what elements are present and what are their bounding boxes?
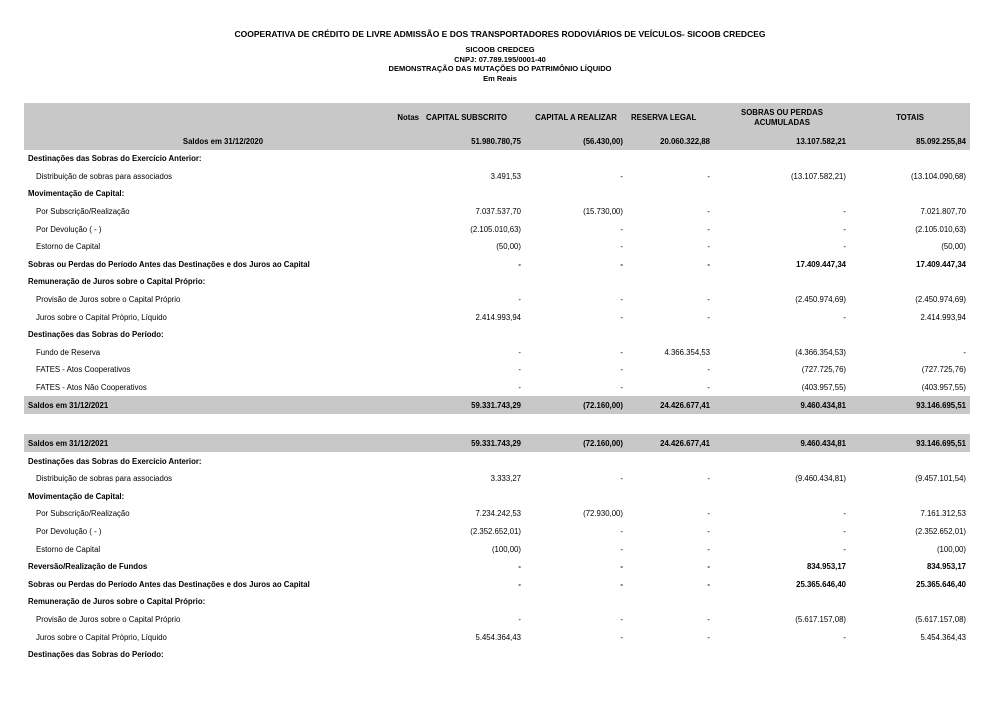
cell: - [843, 242, 846, 252]
cell: 7.021.807,70 [920, 207, 966, 217]
cell: - [620, 365, 623, 375]
section-label: Movimentação de Capital: [28, 189, 125, 199]
cell: - [707, 295, 710, 305]
section-label: Remuneração de Juros sobre o Capital Próprio: [28, 597, 206, 607]
table-row [24, 505, 970, 523]
cell: 85.092.255,84 [850, 132, 970, 150]
table-header-row [24, 103, 970, 132]
cell: - [620, 526, 623, 536]
cell: - [707, 632, 710, 642]
row-label: Saldos em 31/12/2020 [24, 132, 422, 150]
row-label: Fundo de Reserva [36, 347, 101, 357]
cell: 3.491,53 [490, 171, 521, 181]
cell: - [620, 347, 623, 357]
col-capital-a-realizar: CAPITAL A REALIZAR [525, 103, 627, 132]
cell: (5.617.157,08) [795, 614, 846, 624]
row-label: Sobras ou Perdas do Período Antes das Destinações e dos Juros ao Capital [28, 579, 310, 589]
cell: (56.430,00) [525, 132, 627, 150]
cell: (2.352.652,01) [915, 526, 966, 536]
cell: - [620, 562, 623, 572]
cell: (9.460.434,81) [795, 474, 846, 484]
cell: - [707, 526, 710, 536]
cell: 24.426.677,41 [627, 434, 714, 452]
table-row [24, 168, 970, 186]
row-label: Estorno de Capital [36, 544, 101, 554]
table-row [24, 452, 970, 470]
section-label: Destinações das Sobras do Período: [28, 330, 164, 340]
cell: 17.409.447,34 [796, 259, 846, 269]
cell: 51.980.780,75 [422, 132, 525, 150]
table-row [24, 132, 970, 150]
equity-changes-table [24, 103, 970, 663]
row-label: Juros sobre o Capital Próprio, Líquido [36, 632, 167, 642]
cell: - [707, 365, 710, 375]
cell: (4.366.354,53) [795, 347, 846, 357]
cell: - [518, 562, 521, 572]
cell: (403.957,55) [801, 383, 846, 393]
col-sobras: SOBRAS OU PERDAS ACUMULADAS [714, 103, 850, 132]
cell: - [620, 632, 623, 642]
cell: - [707, 242, 710, 252]
cell: (15.730,00) [583, 207, 623, 217]
statement-title: DEMONSTRAÇÃO DAS MUTAÇÕES DO PATRIMÔNIO LÍQUIDO [388, 64, 612, 73]
cell: - [843, 544, 846, 554]
cell: 25.365.646,40 [796, 579, 846, 589]
cell: 93.146.695,51 [850, 434, 970, 452]
row-label: Provisão de Juros sobre o Capital Próprio [36, 295, 181, 305]
cell: 2.414.993,94 [920, 312, 966, 322]
cell: - [707, 562, 710, 572]
row-label: Por Subscrição/Realização [36, 509, 130, 519]
cnpj: CNPJ: 07.789.195/0001-40 [454, 54, 546, 64]
cell: (2.352.652,01) [470, 526, 521, 536]
cell: - [620, 242, 623, 252]
table-row [24, 558, 970, 576]
table-row [24, 326, 970, 344]
cell: 24.426.677,41 [627, 396, 714, 414]
table-row [24, 185, 970, 203]
cell: (5.617.157,08) [915, 614, 966, 624]
cell: - [518, 347, 521, 357]
unit-label: Em Reais [483, 73, 517, 83]
cell: - [518, 614, 521, 624]
table-row [24, 540, 970, 558]
table-row [24, 308, 970, 326]
row-label: FATES - Atos Cooperativos [36, 365, 131, 375]
table-row [24, 150, 970, 168]
cell: 9.460.434,81 [714, 396, 850, 414]
cell: - [620, 171, 623, 181]
section-label: Destinações das Sobras do Exercício Anterior: [28, 154, 202, 164]
cell: - [707, 224, 710, 234]
col-capital-subscrito: CAPITAL SUBSCRITO [422, 103, 525, 132]
table-row [24, 593, 970, 611]
cell: - [843, 224, 846, 234]
cell: - [707, 614, 710, 624]
cell: - [707, 509, 710, 519]
cell: (9.457.101,54) [915, 474, 966, 484]
cell: (72.160,00) [525, 396, 627, 414]
short-name: SICOOB CREDCEG [465, 45, 535, 54]
cell: (727.725,76) [921, 365, 966, 375]
cell: - [620, 383, 623, 393]
table-row [24, 379, 970, 397]
row-label: Distribuição de sobras para associados [36, 171, 173, 181]
cell: (72.160,00) [525, 434, 627, 452]
cell: 93.146.695,51 [850, 396, 970, 414]
cell: - [843, 509, 846, 519]
cell: - [843, 207, 846, 217]
col-reserva-legal: RESERVA LEGAL [627, 103, 714, 132]
cell: (2.105.010,63) [470, 224, 521, 234]
row-label: Saldos em 31/12/2021 [24, 396, 422, 414]
cell: (727.725,76) [801, 365, 846, 375]
row-label: Juros sobre o Capital Próprio, Líquido [36, 312, 167, 322]
cell: - [707, 474, 710, 484]
cell: (2.450.974,69) [915, 295, 966, 305]
col-totais: TOTAIS [850, 103, 970, 132]
table-row [24, 470, 970, 488]
cell: - [518, 295, 521, 305]
cell: (2.450.974,69) [795, 295, 846, 305]
cell: (403.957,55) [921, 383, 966, 393]
table-row [24, 344, 970, 362]
cell: - [620, 259, 623, 269]
cell: 834.953,17 [926, 562, 966, 572]
cell: - [707, 207, 710, 217]
section-label: Destinações das Sobras do Exercício Anterior: [28, 456, 202, 466]
table-row [24, 646, 970, 664]
row-label: Distribuição de sobras para associados [36, 474, 173, 484]
cell: - [707, 383, 710, 393]
cell: 5.454.364,43 [475, 632, 521, 642]
table-row [24, 291, 970, 309]
cell: (100,00) [491, 544, 521, 554]
cell: 5.454.364,43 [920, 632, 966, 642]
table-row [24, 238, 970, 256]
section-label: Movimentação de Capital: [28, 491, 125, 501]
row-label: Estorno de Capital [36, 242, 101, 252]
cell: - [620, 579, 623, 589]
cell: - [707, 312, 710, 322]
cell: 3.333,27 [490, 474, 521, 484]
cell: 7.037.537,70 [475, 207, 521, 217]
row-label: Provisão de Juros sobre o Capital Próprio [36, 614, 181, 624]
cell: 20.060.322,88 [627, 132, 714, 150]
cell: 2.414.993,94 [475, 312, 521, 322]
row-label: Reversão/Realização de Fundos [28, 562, 148, 572]
cell: - [963, 347, 966, 357]
section-label: Destinações das Sobras do Período: [28, 650, 164, 660]
cell: 59.331.743,29 [422, 434, 525, 452]
cell: - [843, 312, 846, 322]
document-header [0, 45, 1000, 83]
cell: 7.234.242,53 [475, 509, 521, 519]
table-row [24, 628, 970, 646]
cell: - [518, 365, 521, 375]
spacer-row [24, 414, 970, 434]
row-label: Saldos em 31/12/2021 [24, 434, 422, 452]
table-row [24, 220, 970, 238]
cell: 834.953,17 [806, 562, 846, 572]
row-label: FATES - Atos Não Cooperativos [36, 383, 147, 393]
table-row [24, 575, 970, 593]
cell: (100,00) [936, 544, 966, 554]
table-row [24, 256, 970, 274]
cell: (50,00) [496, 242, 521, 252]
cell: 7.161.312,53 [920, 509, 966, 519]
table-row [24, 273, 970, 291]
row-label: Por Subscrição/Realização [36, 207, 130, 217]
cell: - [620, 224, 623, 234]
table-row [24, 396, 970, 414]
cell: (50,00) [941, 242, 966, 252]
cell: - [843, 526, 846, 536]
cell: - [620, 474, 623, 484]
cell: - [620, 544, 623, 554]
cell: - [620, 295, 623, 305]
row-label: Por Devolução ( - ) [36, 526, 102, 536]
cell: - [707, 171, 710, 181]
cell: 17.409.447,34 [916, 259, 966, 269]
table-row [24, 434, 970, 452]
cell: - [518, 259, 521, 269]
cell: - [707, 544, 710, 554]
cell: 25.365.646,40 [916, 579, 966, 589]
cell: (13.104.090,68) [910, 171, 966, 181]
cell: (2.105.010,63) [915, 224, 966, 234]
cell: (72.930,00) [583, 509, 623, 519]
cell: - [518, 383, 521, 393]
row-label: Sobras ou Perdas do Período Antes das Destinações e dos Juros ao Capital [28, 259, 310, 269]
table-row [24, 361, 970, 379]
cell: - [707, 579, 710, 589]
cell: 13.107.582,21 [714, 132, 850, 150]
cell: - [518, 579, 521, 589]
cell: - [707, 259, 710, 269]
table-row [24, 488, 970, 506]
section-label: Remuneração de Juros sobre o Capital Próprio: [28, 277, 206, 287]
cell: - [843, 632, 846, 642]
cell: 59.331.743,29 [422, 396, 525, 414]
cell: - [620, 312, 623, 322]
table-row [24, 523, 970, 541]
cell: 9.460.434,81 [714, 434, 850, 452]
cell: - [620, 614, 623, 624]
col-notas: Notas [24, 103, 422, 132]
cell: 4.366.354,53 [664, 347, 710, 357]
table-row [24, 203, 970, 221]
row-label: Por Devolução ( - ) [36, 224, 102, 234]
table-row [24, 611, 970, 629]
company-title: COOPERATIVA DE CRÉDITO DE LIVRE ADMISSÃO E DOS TRANSPORTADORES RODOVIÁRIOS DE VEÍCULOS- SICOOB CREDCEG [234, 29, 766, 39]
cell: (13.107.582,21) [790, 171, 846, 181]
